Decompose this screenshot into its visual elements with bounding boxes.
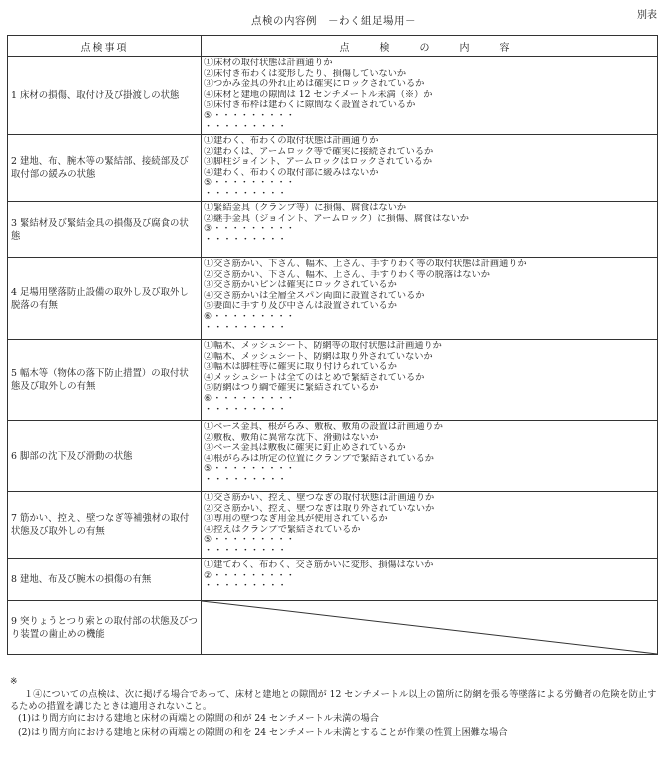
- check-line: ③交さ筋かいピンは確実にロックされているか: [204, 280, 397, 291]
- row-checks: [202, 135, 658, 202]
- row-checks: [202, 559, 658, 601]
- table-row: [8, 601, 658, 655]
- check-line: ⑤・・・・・・・・・: [204, 535, 295, 546]
- header-item: 点検事項: [8, 36, 202, 57]
- check-line: ⑤・・・・・・・・・: [204, 110, 295, 121]
- check-line: ・・・・・・・・・: [204, 404, 287, 415]
- check-line: ②建わくは、アームロック等で確実に接続されているか: [204, 146, 434, 157]
- row-item: 5 幅木等（物体の落下防止措置）の取付状態及び取外しの有無: [8, 340, 202, 421]
- check-line: ⑥・・・・・・・・・: [204, 393, 295, 404]
- table-header-row: [8, 36, 658, 57]
- note-main: １④についての点検は、次に掲げる場合であって、床材と建地との隙間が 12 センチメートル以上の箇所に防網を張る等墜落による労働者の危険を防止するための措置を講じたときは適用されないこと。: [10, 689, 657, 712]
- check-line: ・・・・・・・・・: [204, 322, 287, 333]
- check-line: ②幅木、メッシュシート、防網は取り外されていないか: [204, 351, 433, 362]
- check-line: ・・・・・・・・・: [204, 188, 287, 199]
- note-case-1: (1)はり間方向における建地と床材の両端との隙間の和が 24 センチメートル未満の場合: [18, 713, 379, 724]
- row-checks: [202, 492, 658, 559]
- table-row: [8, 135, 658, 202]
- header-content: 点 検 の 内 容: [202, 36, 658, 57]
- check-line: ⑥・・・・・・・・・: [204, 311, 295, 322]
- check-line: ③つかみ金具の外れ止めは確実にロックされているか: [204, 79, 425, 90]
- check-line: ③専用の壁つなぎ用金具が使用されているか: [204, 514, 388, 525]
- check-line: ④建わく、布わくの取付部に緩みはないか: [204, 167, 379, 178]
- check-line: ・・・・・・・・・: [204, 581, 287, 592]
- check-line: ④床材と建地の隙間は 12 センチメートル未満（※）か: [204, 89, 433, 100]
- check-line: ③脚柱ジョイント、アームロックはロックされているか: [204, 157, 433, 168]
- row-item: 8 建地、布及び腕木の損傷の有無: [8, 559, 202, 601]
- row-checks: [202, 340, 658, 421]
- row-checks: [202, 421, 658, 492]
- row-item: 7 筋かい、控え、壁つなぎ等補強材の取付状態及び取外しの有無: [8, 492, 202, 559]
- row-item: 4 足場用墜落防止設備の取外し及び取外し脱落の有無: [8, 258, 202, 340]
- check-line: ①交さ筋かい、下さん、幅木、上さん、手すりわく等の取付状態は計画通りか: [204, 259, 527, 269]
- check-line: ②床付き布わくは変形したり、損傷していないか: [204, 68, 407, 79]
- check-line: ④根がらみは所定の位置にクランプで緊結されているか: [204, 453, 434, 464]
- check-line: ⑤・・・・・・・・・: [204, 464, 295, 475]
- inspection-table: [7, 35, 658, 655]
- table-row: [8, 559, 658, 601]
- check-line: ・・・・・・・・・: [204, 121, 287, 132]
- row-checks: [202, 57, 658, 135]
- check-line: ⑤床付き布枠は建わくに隙間なく設置されているか: [204, 100, 416, 111]
- check-line: ①ベース金具、根がらみ、敷板、敷角の設置は計画通りか: [204, 422, 443, 432]
- table-row: [8, 258, 658, 340]
- row-checks: [202, 258, 658, 340]
- check-line: ①緊結金具（クランプ等）に損傷、腐食はないか: [204, 203, 407, 213]
- row-checks: [202, 202, 658, 258]
- check-line: ①幅木、メッシュシート、防網等の取付状態は計画通りか: [204, 341, 442, 351]
- appendix-label: 別表: [637, 10, 657, 21]
- row-item: 2 建地、布、腕木等の緊結部、接続部及び取付部の緩みの状態: [8, 135, 202, 202]
- check-line: ②交さ筋かい、控え、壁つなぎは取り外されていないか: [204, 503, 435, 514]
- check-line: ・・・・・・・・・: [204, 545, 287, 556]
- check-line: ②継手金具（ジョイント、アームロック）に損傷、腐食はないか: [204, 213, 469, 224]
- table-row: [8, 202, 658, 258]
- table-row: [8, 340, 658, 421]
- note-case-2: (2)はり間方向における建地と床材の両端との隙間の和を 24 センチメートル未満とすることが作業の性質上困難な場合: [18, 727, 508, 738]
- check-line: ①床材の取付状態は計画通りか: [204, 58, 333, 68]
- row-item: 6 脚部の沈下及び滑動の状態: [8, 421, 202, 492]
- check-line: ②敷板、敷角に異常な沈下、滑動はないか: [204, 432, 379, 443]
- check-line: ④メッシュシートは全てのはとめで緊結されているか: [204, 372, 425, 383]
- check-line: ・・・・・・・・・: [204, 234, 287, 245]
- table-row: [8, 57, 658, 135]
- check-line: ①建てわく、布わく、交さ筋かいに変形、損傷はないか: [204, 560, 434, 570]
- check-line: ③幅木は脚柱等に確実に取り付けられているか: [204, 362, 397, 373]
- check-line: ③ベース金具は敷板に確実に釘止めされているか: [204, 443, 406, 454]
- row-item: 1 床材の損傷、取付け及び掛渡しの状態: [8, 57, 202, 135]
- check-line: ②・・・・・・・・・: [204, 570, 295, 581]
- check-line: ④交さ筋かいは全層全スパン両面に設置されているか: [204, 290, 425, 301]
- table-row: [8, 492, 658, 559]
- not-applicable-cell: [202, 601, 658, 655]
- check-line: ⑤妻面に手すり及び中さんは設置されているか: [204, 301, 397, 312]
- row-item: 9 突りょうとつり索との取付部の状態及びつり装置の歯止めの機能: [8, 601, 202, 655]
- diagonal-slash: [202, 601, 657, 654]
- check-line: ⑤防網はつり綱で確実に緊結されているか: [204, 383, 379, 394]
- check-line: ①交さ筋かい、控え、壁つなぎの取付状態は計画通りか: [204, 493, 435, 503]
- page-title: 点検の内容例 －わく組足場用－: [251, 15, 416, 27]
- row-item: 3 緊結材及び緊結金具の損傷及び腐食の状態: [8, 202, 202, 258]
- check-line: ②交さ筋かい、下さん、幅木、上さん、手すりわく等の脱落はないか: [204, 269, 490, 280]
- table-row: [8, 421, 658, 492]
- check-line: ③・・・・・・・・・: [204, 224, 295, 235]
- check-line: ①建わく、布わくの取付状態は計画通りか: [204, 136, 379, 146]
- check-line: ④控えはクランプで緊結されているか: [204, 524, 361, 535]
- note-mark: ※: [10, 676, 18, 687]
- check-line: ・・・・・・・・・: [204, 474, 287, 485]
- check-line: ⑤・・・・・・・・・: [204, 178, 295, 189]
